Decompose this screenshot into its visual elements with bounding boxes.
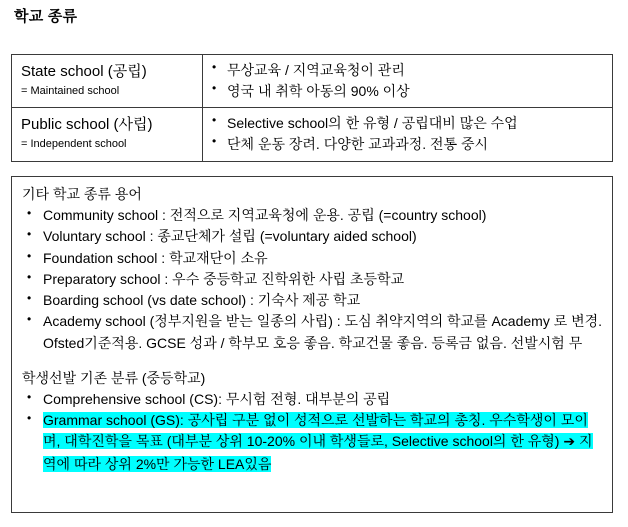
list-item: • 무상교육 / 지역교육청이 관리 bbox=[203, 60, 612, 81]
bullet-list bbox=[203, 60, 612, 101]
table-row bbox=[12, 108, 613, 161]
list-item: • 영국 내 취학 아동의 90% 이상 bbox=[203, 81, 612, 102]
table-cell-desc-state bbox=[203, 55, 613, 108]
list-item: • Boarding school (vs date school) : 기숙사 제공 학교 bbox=[21, 290, 604, 311]
other-terms-list bbox=[21, 205, 604, 354]
grammar-school-tail: 지역에 따라 상위 2%만 가능한 LEA있음 bbox=[43, 433, 593, 472]
bullet-list bbox=[203, 113, 612, 154]
list-item: • Foundation school : 학교재단이 소유 bbox=[21, 248, 604, 269]
term-alias: = Maintained school bbox=[21, 84, 120, 97]
table-cell-desc-public bbox=[203, 108, 613, 161]
table-cell-term-state bbox=[12, 55, 203, 108]
section-spacer bbox=[21, 354, 604, 368]
list-item: • Preparatory school : 우수 중등학교 진학위한 사립 초등학교 bbox=[21, 269, 604, 290]
other-terms-heading: 기타 학교 종류 용어 bbox=[22, 186, 142, 202]
selection-list bbox=[21, 389, 604, 475]
list-item: • Selective school의 한 유형 / 공립대비 많은 수업 bbox=[203, 113, 612, 134]
selection-heading: 학생선발 기존 분류 (중등학교) bbox=[22, 369, 206, 386]
list-item: • Comprehensive school (CS): 무시험 전형. 대부분의 공립 bbox=[21, 389, 604, 410]
grammar-school-text: Grammar school (GS): 공사립 구분 없이 성적으로 선발하는 학교의 총칭. 우수학생이 모이며, 대학진학을 목표 (대부분 상위 10-20% 이내 학생들로, Selective school의 한 유형) bbox=[43, 412, 588, 450]
notes-box bbox=[11, 176, 613, 513]
table-cell-term-public bbox=[12, 108, 203, 161]
school-kinds-table bbox=[11, 54, 613, 162]
list-item: • Academy school (정부지원을 받는 일종의 사립) : 도심 취약지역의 학교를 Academy 로 변경. Ofsted기준적용. GCSE 성과 / 학부모 호응 좋음. 학교건물 좋음. 등록금 없음. 선발시험 무 bbox=[21, 311, 604, 354]
highlighted-text bbox=[43, 412, 593, 472]
list-item: • Community school : 전적으로 지역교육청에 운용. 공립 (=country school) bbox=[21, 205, 604, 226]
table-row bbox=[12, 55, 613, 108]
term-label: State school (공립) bbox=[21, 62, 147, 80]
page-title: 학교 종류 bbox=[14, 8, 78, 25]
list-item: • 단체 운동 장려. 다양한 교과과정. 전통 중시 bbox=[203, 134, 612, 155]
arrow-icon: ➔ bbox=[563, 434, 576, 451]
term-label: Public school (사립) bbox=[21, 116, 153, 134]
list-item-grammar-school bbox=[21, 410, 604, 475]
list-item: • Voluntary school : 종교단체가 설립 (=voluntary aided school) bbox=[21, 226, 604, 247]
term-alias: = Independent school bbox=[21, 138, 127, 151]
